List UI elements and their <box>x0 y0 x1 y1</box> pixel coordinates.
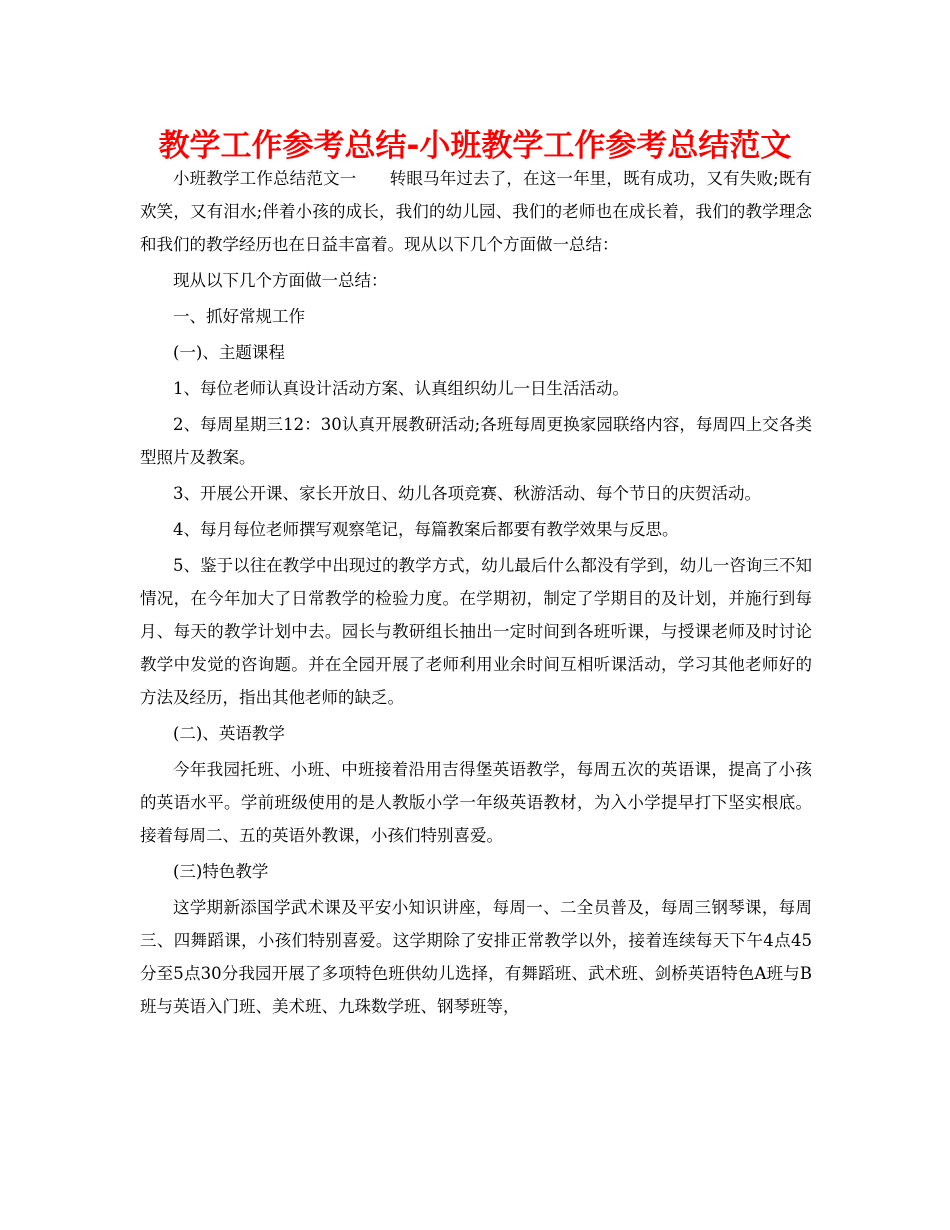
paragraph-intro: 小班教学工作总结范文一 转眼马年过去了，在这一年里，既有成功，又有失败;既有欢笑，又有泪水;伴着小孩的成长，我们的幼儿园、我们的老师也在成长着，我们的教学理念和我们的教学经历也在日益丰富着。现从以下几个方面做一总结： <box>140 169 812 254</box>
document-title: 教学工作参考总结-小班教学工作参考总结范文 <box>158 128 792 164</box>
section-heading-routine-work: 一、抓好常规工作 <box>173 307 305 326</box>
subsection-heading-special-teaching: (三)特色教学 <box>173 862 269 881</box>
subsection-heading-theme-courses: (一)、主题课程 <box>173 343 285 362</box>
paragraph-item-5: 5、鉴于以往在教学中出现过的教学方式，幼儿最后什么都没有学到，幼儿一咨询三不知情况，在今年加大了日常教学的检验力度。在学期初，制定了学期目的及计划，并施行到每月、每天的教学计划中去。园长与教研组长抽出一定时间到各班听课，与授课老师及时讨论教学中发觉的咨询题。并在全园开展了老师利用业余时间互相听课活动，学习其他老师好的方法及经历，指出其他老师的缺乏。 <box>140 556 812 707</box>
paragraph-summary-lead: 现从以下几个方面做一总结： <box>173 271 388 290</box>
paragraph-item-2: 2、每周星期三12：30认真开展教研活动;各班每周更换家园联络内容，每周四上交各类型照片及教案。 <box>140 415 812 467</box>
paragraph-item-3: 3、开展公开课、家长开放日、幼儿各项竞赛、秋游活动、每个节日的庆贺活动。 <box>173 484 761 503</box>
document-body <box>140 162 812 1026</box>
paragraph-english-teaching: 今年我园托班、小班、中班接着沿用吉得堡英语教学，每周五次的英语课，提高了小孩的英语水平。学前班级使用的是人教版小学一年级英语教材，为入小学提早打下坚实根底。接着每周二、五的英语外教课，小孩们特别喜爱。 <box>140 760 812 845</box>
paragraph-item-1: 1、每位老师认真设计活动方案、认真组织幼儿一日生活活动。 <box>173 379 629 398</box>
paragraph-item-4: 4、每月每位老师撰写观察笔记，每篇教案后都要有教学效果与反思。 <box>173 520 679 539</box>
subsection-heading-english-teaching: (二)、英语教学 <box>173 724 285 743</box>
paragraph-special-teaching: 这学期新添国学武术课及平安小知识讲座，每周一、二全员普及，每周三钢琴课，每周三、四舞蹈课，小孩们特别喜爱。这学期除了安排正常教学以外，接着连续每天下午4点45分至5点30分我园开展了多项特色班供幼儿选择，有舞蹈班、武术班、剑桥英语特色A班与B班与英语入门班、美术班、九珠数学班、钢琴班等， <box>140 898 812 1016</box>
